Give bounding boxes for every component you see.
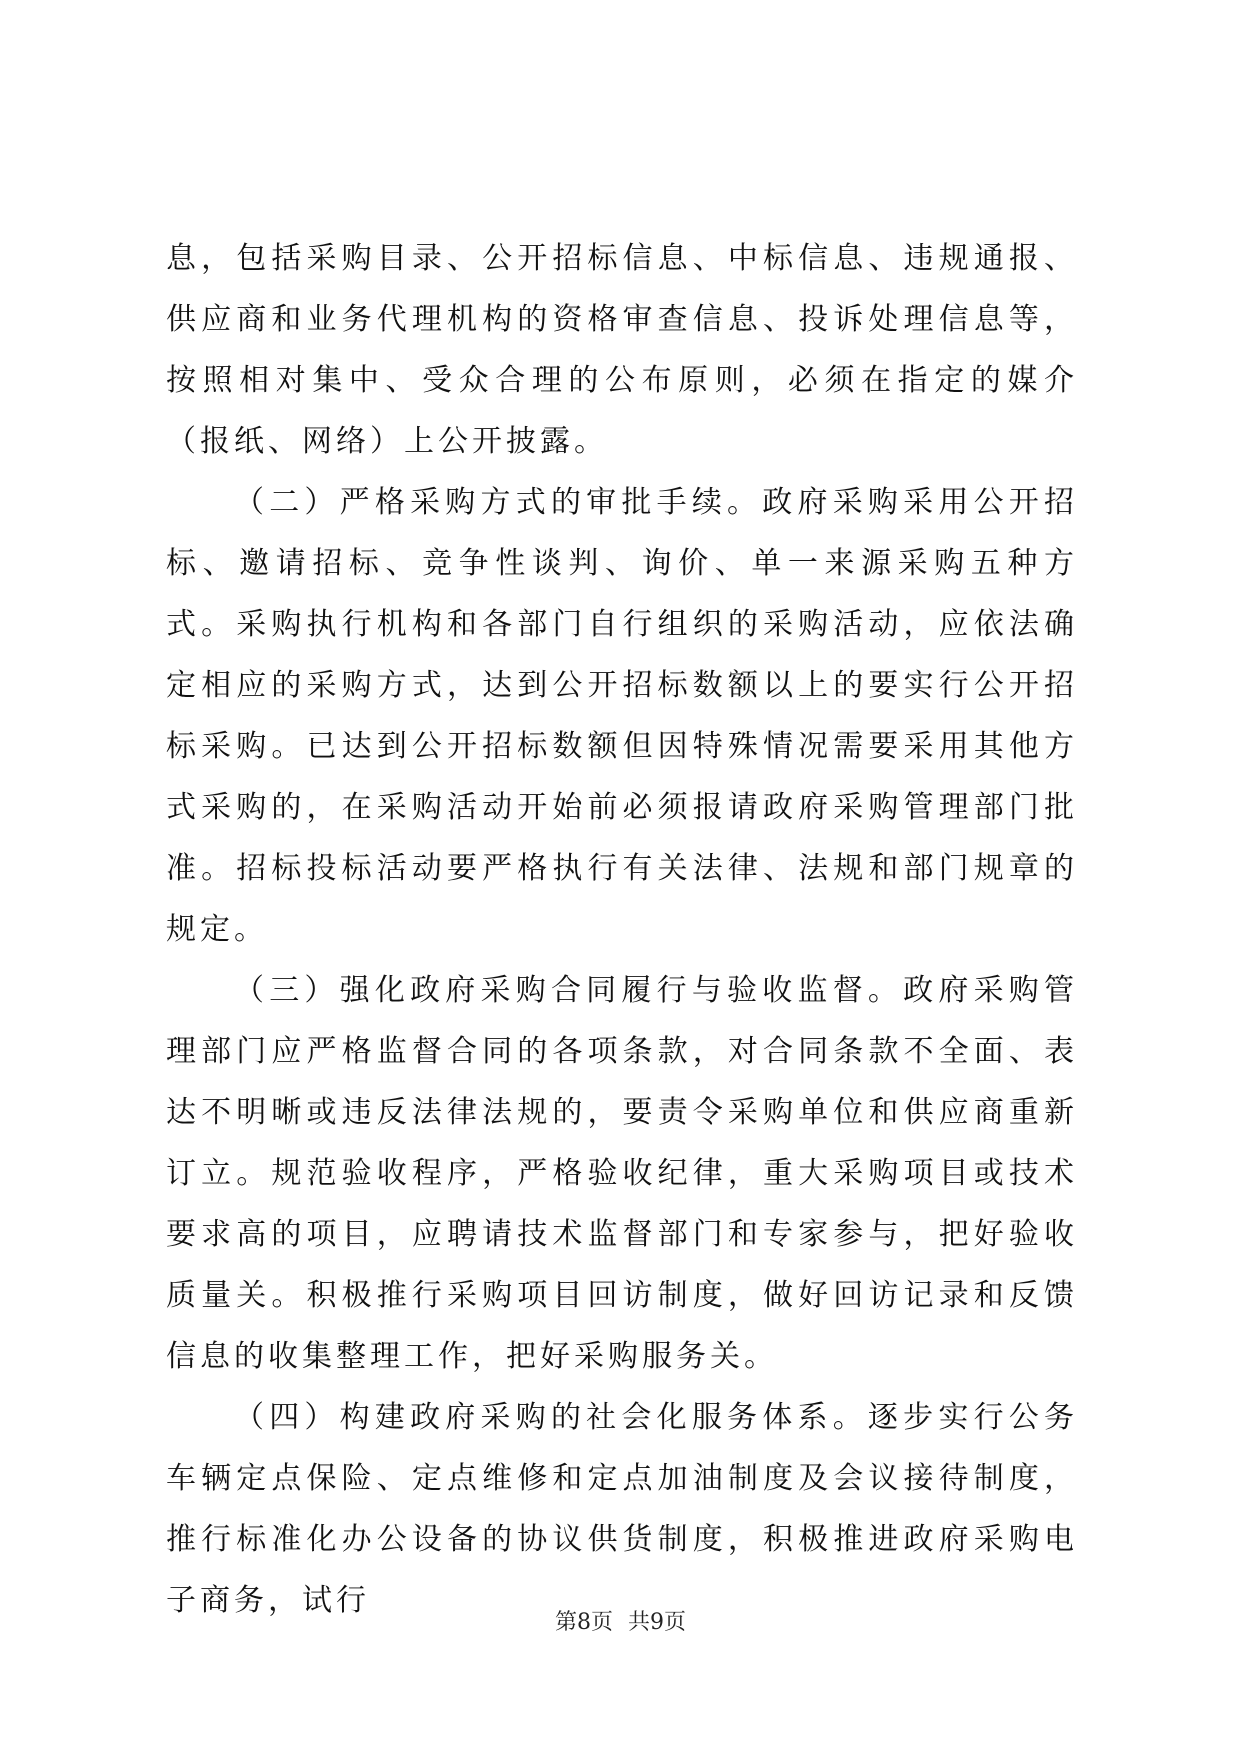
page-footer <box>0 1608 1241 1638</box>
paragraph-section-3: （三）强化政府采购合同履行与验收监督。政府采购管理部门应严格监督合同的各项条款，对合同条款不全面、表达不明晰或违反法律法规的，要责令采购单位和供应商重新订立。规范验收程序，严格验收纪律，重大采购项目或技术要求高的项目，应聘请技术监督部门和专家参与，把好验收质量关。积极推行采购项目回访制度，做好回访记录和反馈信息的收集整理工作，把好采购服务关。 <box>166 973 1078 1374</box>
paragraph-section-4: （四）构建政府采购的社会化服务体系。逐步实行公务车辆定点保险、定点维修和定点加油制度及会议接待制度，推行标准化办公设备的协议供货制度，积极推进政府采购电子商务，试行 <box>166 1400 1078 1618</box>
page-total: 共9页 <box>628 1610 686 1635</box>
document-body <box>166 228 1078 1631</box>
paragraph-section-2: （二）严格采购方式的审批手续。政府采购采用公开招标、邀请招标、竞争性谈判、询价、单一来源采购五种方式。采购执行机构和各部门自行组织的采购活动，应依法确定相应的采购方式，达到公开招标数额以上的要实行公开招标采购。已达到公开招标数额但因特殊情况需要采用其他方式采购的，在采购活动开始前必须报请政府采购管理部门批准。招标投标活动要严格执行有关法律、法规和部门规章的规定。 <box>166 485 1078 947</box>
paragraph-continuation: 息，包括采购目录、公开招标信息、中标信息、违规通报、供应商和业务代理机构的资格审查信息、投诉处理信息等，按照相对集中、受众合理的公布原则，必须在指定的媒介（报纸、网络）上公开披露。 <box>166 241 1078 459</box>
page-number: 第8页 <box>555 1610 613 1635</box>
